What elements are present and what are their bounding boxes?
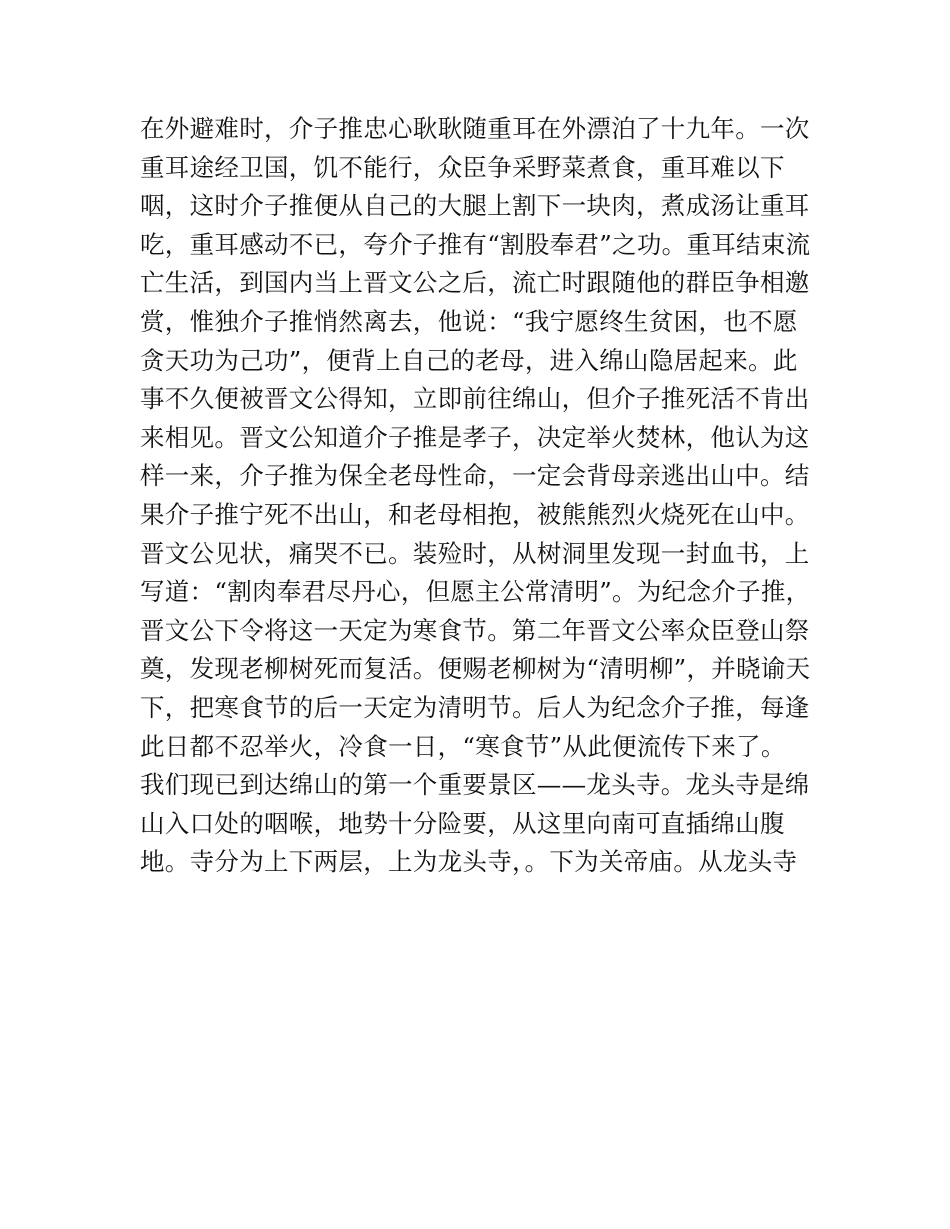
text-line: 下，把寒食节的后一天定为清明节。后人为纪念介子推，每逢 <box>140 692 810 722</box>
text-line: 果介子推宁死不出山，和老母相抱，被熊熊烈火烧死在山中。 <box>140 499 810 529</box>
text-line: 我们现已到达绵山的第一个重要景区——龙头寺。龙头寺是绵 <box>140 770 810 800</box>
text-line: 地。寺分为上下两层，上为龙头寺，。下为关帝庙。从龙头寺 <box>140 847 798 877</box>
text-line: 亡生活，到国内当上晋文公之后，流亡时跟随他的群臣争相邀 <box>140 268 810 298</box>
text-line: 山入口处的咽喉，地势十分险要，从这里向南可直插绵山腹 <box>140 808 785 838</box>
text-line: 事不久便被晋文公得知，立即前往绵山，但介子推死活不肯出 <box>140 384 810 414</box>
body-text <box>140 110 830 882</box>
text-line: 赏，惟独介子推悄然离去，他说：“我宁愿终生贫困，也不愿 <box>140 306 798 336</box>
text-line: 在外避难时，介子推忠心耿耿随重耳在外漂泊了十九年。一次 <box>140 114 810 143</box>
text-line: 来相见。晋文公知道介子推是孝子，决定举火焚林，他认为这 <box>140 422 810 452</box>
text-line: 贪天功为己功”，便背上自己的老母，进入绵山隐居起来。此 <box>140 345 798 375</box>
text-line: 晋文公下令将这一天定为寒食节。第二年晋文公率众臣登山祭 <box>140 615 810 645</box>
text-line: 晋文公见状，痛哭不已。装殓时，从树洞里发现一封血书，上 <box>140 538 810 568</box>
text-line: 咽，这时介子推便从自己的大腿上割下一块肉，煮成汤让重耳 <box>140 191 810 221</box>
text-line: 样一来，介子推为保全老母性命，一定会背母亲逃出山中。结 <box>140 461 810 491</box>
text-line: 写道：“割肉奉君尽丹心，但愿主公常清明”。为纪念介子推， <box>140 577 811 607</box>
text-line: 奠，发现老柳树死而复活。便赐老柳树为“清明柳”，并晓谕天 <box>140 654 811 684</box>
text-line: 此日都不忍举火，冷食一日，“寒食节”从此便流传下来了。 <box>140 731 786 761</box>
text-line: 吃，重耳感动不已，夸介子推有“割股奉君”之功。重耳结束流 <box>140 229 811 259</box>
text-line: 重耳途经卫国，饥不能行，众臣争采野菜煮食，重耳难以下 <box>140 152 785 182</box>
